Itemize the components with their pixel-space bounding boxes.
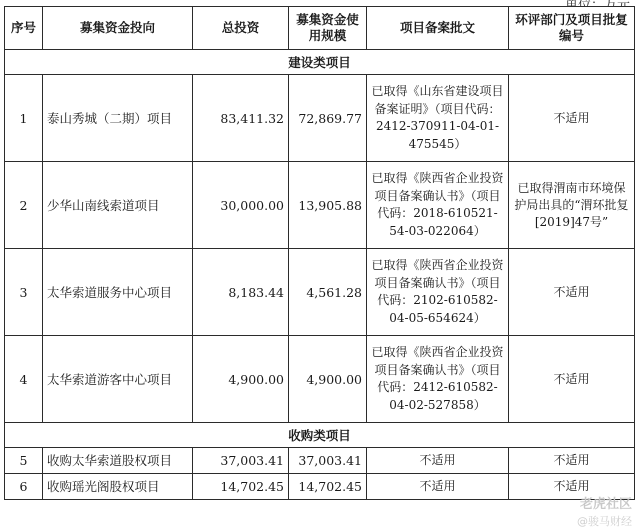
row-name: 收购瑶光阁股权项目	[43, 474, 193, 500]
section-construction: 建设类项目	[5, 50, 635, 75]
row-total: 30,000.00	[193, 162, 289, 249]
row-filing: 不适用	[367, 448, 509, 474]
row-no: 6	[5, 474, 43, 500]
row-env: 不适用	[509, 75, 635, 162]
row-env: 不适用	[509, 336, 635, 423]
section-construction-row	[5, 50, 635, 75]
row-no: 1	[5, 75, 43, 162]
row-filing: 不适用	[367, 474, 509, 500]
row-name: 太华索道游客中心项目	[43, 336, 193, 423]
row-env: 不适用	[509, 249, 635, 336]
table-row	[5, 336, 635, 423]
watermark-author: @骏马财经	[577, 515, 632, 528]
header-no: 序号	[5, 7, 43, 50]
row-total: 37,003.41	[193, 448, 289, 474]
row-env: 已取得渭南市环境保护局出具的“渭环批复[2019]47号”	[509, 162, 635, 249]
header-row	[5, 7, 635, 50]
header-direction: 募集资金投向	[43, 7, 193, 50]
row-raised: 14,702.45	[289, 474, 367, 500]
header-filing: 项目备案批文	[367, 7, 509, 50]
row-no: 2	[5, 162, 43, 249]
row-no: 5	[5, 448, 43, 474]
row-raised: 4,561.28	[289, 249, 367, 336]
row-raised: 72,869.77	[289, 75, 367, 162]
row-total: 4,900.00	[193, 336, 289, 423]
table-row	[5, 448, 635, 474]
section-acquisition: 收购类项目	[5, 423, 635, 448]
header-raised: 募集资金使用规模	[289, 7, 367, 50]
row-env: 不适用	[509, 448, 635, 474]
row-no: 3	[5, 249, 43, 336]
row-name: 少华山南线索道项目	[43, 162, 193, 249]
row-total: 8,183.44	[193, 249, 289, 336]
table-row	[5, 249, 635, 336]
table-row	[5, 474, 635, 500]
row-name: 收购太华索道股权项目	[43, 448, 193, 474]
row-env: 不适用	[509, 474, 635, 500]
header-env: 环评部门及项目批复编号	[509, 7, 635, 50]
row-raised: 37,003.41	[289, 448, 367, 474]
table-row	[5, 75, 635, 162]
fund-allocation-table	[4, 6, 635, 500]
row-raised: 4,900.00	[289, 336, 367, 423]
watermark-community: 老虎社区	[579, 497, 632, 512]
section-acquisition-row	[5, 423, 635, 448]
row-total: 83,411.32	[193, 75, 289, 162]
row-no: 4	[5, 336, 43, 423]
table-row	[5, 162, 635, 249]
row-raised: 13,905.88	[289, 162, 367, 249]
row-filing: 已取得《山东省建设项目备案证明》（项目代码：2412-370911-04-01-475545）	[367, 75, 509, 162]
row-name: 太华索道服务中心项目	[43, 249, 193, 336]
row-filing: 已取得《陕西省企业投资项目备案确认书》（项目代码：2102-610582-04-05-654624）	[367, 249, 509, 336]
row-filing: 已取得《陕西省企业投资项目备案确认书》（项目代码：2018-610521-54-03-022064）	[367, 162, 509, 249]
row-filing: 已取得《陕西省企业投资项目备案确认书》（项目代码：2412-610582-04-02-527858）	[367, 336, 509, 423]
row-name: 泰山秀城（二期）项目	[43, 75, 193, 162]
header-total: 总投资	[193, 7, 289, 50]
row-total: 14,702.45	[193, 474, 289, 500]
